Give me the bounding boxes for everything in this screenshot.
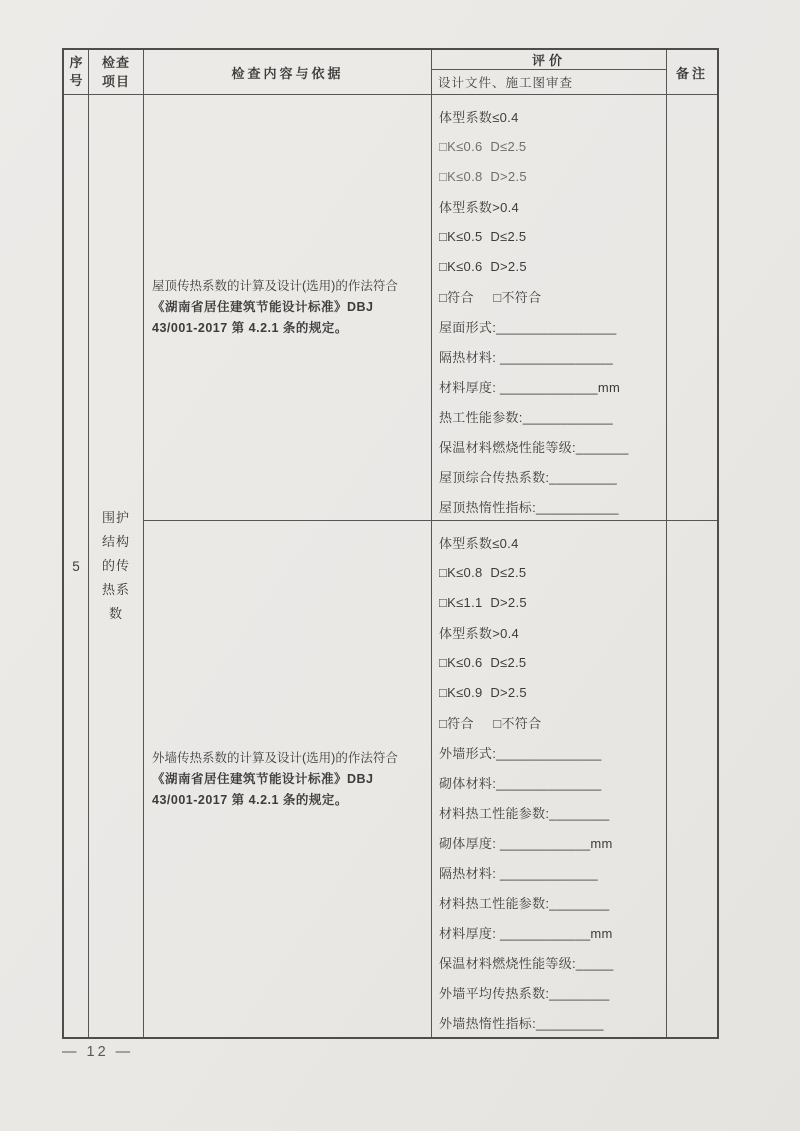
eval-line-blank-field: 材料厚度: ____________mm [439,925,613,941]
eval-line-checkbox-k-d: □K≤1.1 D>2.5 [439,594,527,610]
eval-line-blank-field: 材料热工性能参数:________ [439,895,610,911]
content-text-roof [152,276,423,339]
header-content-basis: 检查内容与依据 [144,50,432,95]
eval-line-blank-field: 砌体厚度: ____________mm [439,835,613,851]
inspection-table [62,48,719,1039]
content-roof-standard-bold: 《湖南省居住建筑节能设计标准》DBJ 43/001-2017 第 4.2.1 条的规定。 [152,300,374,335]
eval-line-shape-coeff-low: 体型系数≤0.4 [439,109,519,125]
content-text-wall [152,748,423,811]
eval-line-checkbox-k-d: □K≤0.6 D>2.5 [439,258,527,274]
eval-line-checkbox-k-d: □K≤0.8 D>2.5 [439,168,527,184]
eval-line-blank-field: 隔热材料: _______________ [439,349,613,365]
header-evaluation-label: 评价 [432,50,666,70]
eval-line-conform-checkboxes: □符合 □不符合 [439,715,542,731]
page-number: — 12 — [62,1044,134,1060]
content-roof-normal: 屋顶传热系数的计算及设计(选用)的作法符合 [152,279,398,293]
eval-line-shape-coeff-high: 体型系数>0.4 [439,199,520,215]
header-serial-label: 序号 [69,55,83,88]
content-wall-standard-bold: 《湖南省居住建筑节能设计标准》DBJ 43/001-2017 第 4.2.1 条的规定。 [152,771,374,807]
eval-line-blank-field: 保温材料燃烧性能等级:_____ [439,955,614,971]
eval-line-conform-checkboxes: □符合 □不符合 [439,289,542,305]
row-inspection-item-label: 围护结构的传热系数 [101,510,130,621]
header-evaluation [432,50,667,95]
eval-line-blank-field: 材料热工性能参数:________ [439,805,610,821]
header-item-label: 检查项目 [101,55,130,89]
eval-line-blank-field: 保温材料燃烧性能等级:_______ [439,439,629,455]
eval-line-shape-coeff-low: 体型系数≤0.4 [439,535,519,551]
eval-line-blank-field: 屋顶热惰性指标:___________ [439,499,619,515]
eval-line-checkbox-k-d: □K≤0.5 D≤2.5 [439,228,527,244]
eval-line-checkbox-k-d: □K≤0.9 D>2.5 [439,684,527,700]
eval-line-blank-field: 隔热材料: _____________ [439,865,598,881]
header-remark: 备注 [667,50,717,95]
header-serial-number [64,50,89,95]
eval-line-checkbox-k-d: □K≤0.8 D≤2.5 [439,564,527,580]
eval-line-blank-field: 材料厚度: _____________mm [439,379,621,395]
eval-line-shape-coeff-high: 体型系数>0.4 [439,625,520,641]
evaluation-cell-wall [432,521,667,1037]
eval-line-checkbox-k-d: □K≤0.6 D≤2.5 [439,138,527,154]
eval-line-blank-field: 屋顶综合传热系数:_________ [439,469,618,485]
row-inspection-item [89,95,144,1037]
eval-line-blank-field: 屋面形式:________________ [439,319,617,335]
eval-line-blank-field: 外墙热惰性指标:_________ [439,1015,604,1031]
eval-line-blank-field: 砌体材料:______________ [439,775,602,791]
row-serial-number: 5 [64,95,89,1037]
header-inspection-item [89,50,144,95]
eval-line-blank-field: 外墙平均传热系数:________ [439,985,610,1001]
content-cell-wall [144,521,432,1037]
evaluation-cell-roof [432,95,667,521]
content-wall-normal: 外墙传热系数的计算及设计(选用)的作法符合 [152,750,398,765]
eval-line-blank-field: 热工性能参数:____________ [439,409,614,425]
remark-cell-roof [667,95,717,521]
header-evaluation-subheader: 设计文件、施工图审查 [438,76,574,90]
eval-line-blank-field: 外墙形式:______________ [439,745,602,761]
eval-line-checkbox-k-d: □K≤0.6 D≤2.5 [439,654,527,670]
remark-cell-wall [667,521,717,1037]
content-cell-roof [144,95,432,521]
